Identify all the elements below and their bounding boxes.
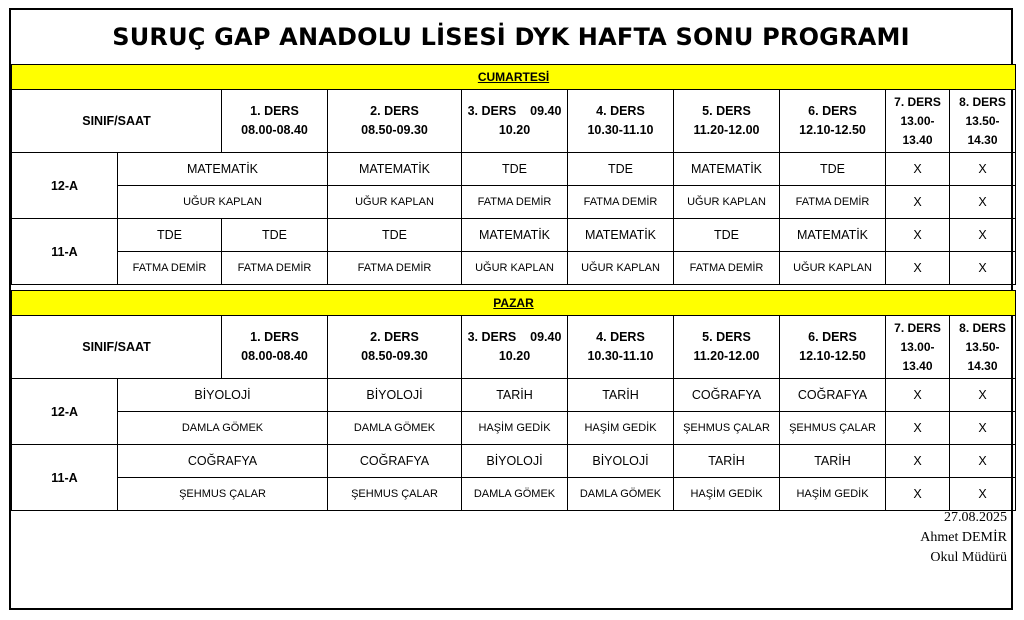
subject-cell: MATEMATİK [328,153,462,186]
subject-cell: MATEMATİK [462,219,568,252]
class-12a-subject-row [12,379,1016,412]
teacher-cell: DAMLA GÖMEK [462,478,568,511]
period-3-header: 3. DERS 09.40 10.20 [462,90,568,153]
period-2-header: 2. DERS 08.50-09.30 [328,90,462,153]
empty-slot: X [886,219,950,252]
subject-cell: TDE [118,219,222,252]
empty-slot: X [950,153,1016,186]
period-header-row [12,316,1016,379]
subject-cell: MATEMATİK [568,219,674,252]
empty-slot: X [886,445,950,478]
teacher-cell: DAMLA GÖMEK [118,412,328,445]
teacher-cell: UĞUR KAPLAN [568,252,674,285]
subject-cell: TDE [328,219,462,252]
empty-slot: X [950,186,1016,219]
empty-slot: X [950,478,1016,511]
subject-cell: MATEMATİK [118,153,328,186]
schedule-document [9,8,1013,610]
sunday-schedule-table [11,290,1016,511]
teacher-cell: HAŞİM GEDİK [674,478,780,511]
teacher-cell: UĞUR KAPLAN [328,186,462,219]
empty-slot: X [950,379,1016,412]
class-11a-subject-row [12,445,1016,478]
day-header: CUMARTESİ [12,65,1016,90]
document-title: SURUÇ GAP ANADOLU LİSESİ DYK HAFTA SONU PROGRAMI [112,23,910,51]
subject-cell: BİYOLOJİ [462,445,568,478]
empty-slot: X [950,445,1016,478]
period-6-header: 6. DERS 12.10-12.50 [780,90,886,153]
period-8-header: 8. DERS 13.50- 14.30 [950,90,1016,153]
empty-slot: X [886,478,950,511]
subject-cell: TARİH [568,379,674,412]
period-6-header: 6. DERS 12.10-12.50 [780,316,886,379]
signature-block [920,508,1007,568]
subject-cell: BİYOLOJİ [328,379,462,412]
class-11a-teacher-row [12,252,1016,285]
teacher-cell: HAŞİM GEDİK [780,478,886,511]
class-12a-teacher-row [12,186,1016,219]
subject-cell: TARİH [780,445,886,478]
teacher-cell: DAMLA GÖMEK [328,412,462,445]
teacher-cell: HAŞİM GEDİK [462,412,568,445]
period-1-header: 1. DERS 08.00-08.40 [222,90,328,153]
empty-slot: X [950,412,1016,445]
teacher-cell: UĞUR KAPLAN [780,252,886,285]
class-label: 11-A [12,219,118,285]
subject-cell: TDE [674,219,780,252]
teacher-cell: FATMA DEMİR [462,186,568,219]
teacher-cell: ŞEHMUS ÇALAR [328,478,462,511]
class-label: 11-A [12,445,118,511]
teacher-cell: FATMA DEMİR [328,252,462,285]
subject-cell: TARİH [462,379,568,412]
subject-cell: COĞRAFYA [674,379,780,412]
subject-cell: COĞRAFYA [118,445,328,478]
teacher-cell: FATMA DEMİR [674,252,780,285]
class-12a-teacher-row [12,412,1016,445]
period-8-header: 8. DERS 13.50- 14.30 [950,316,1016,379]
subject-cell: BİYOLOJİ [118,379,328,412]
teacher-cell: FATMA DEMİR [780,186,886,219]
class-11a-teacher-row [12,478,1016,511]
empty-slot: X [886,186,950,219]
period-4-header: 4. DERS 10.30-11.10 [568,90,674,153]
teacher-cell: DAMLA GÖMEK [568,478,674,511]
class-11a-subject-row [12,219,1016,252]
period-5-header: 5. DERS 11.20-12.00 [674,90,780,153]
period-header-row [12,90,1016,153]
subject-cell: COĞRAFYA [780,379,886,412]
subject-cell: TDE [462,153,568,186]
empty-slot: X [886,153,950,186]
period-7-header: 7. DERS 13.00- 13.40 [886,90,950,153]
class-label: 12-A [12,153,118,219]
class-label: 12-A [12,379,118,445]
signature-name: Ahmet DEMİR [920,530,1007,545]
signature-role: Okul Müdürü [930,550,1007,565]
subject-cell: MATEMATİK [674,153,780,186]
class-time-header: SINIF/SAAT [12,316,222,379]
subject-cell: MATEMATİK [780,219,886,252]
teacher-cell: ŞEHMUS ÇALAR [780,412,886,445]
subject-cell: TARİH [674,445,780,478]
period-3-header: 3. DERS 09.40 10.20 [462,316,568,379]
teacher-cell: UĞUR KAPLAN [674,186,780,219]
subject-cell: TDE [568,153,674,186]
class-time-header: SINIF/SAAT [12,90,222,153]
period-4-header: 4. DERS 10.30-11.10 [568,316,674,379]
teacher-cell: UĞUR KAPLAN [118,186,328,219]
saturday-schedule-table [11,64,1016,285]
teacher-cell: UĞUR KAPLAN [462,252,568,285]
subject-cell: COĞRAFYA [328,445,462,478]
empty-slot: X [886,379,950,412]
period-7-header: 7. DERS 13.00- 13.40 [886,316,950,379]
teacher-cell: HAŞİM GEDİK [568,412,674,445]
empty-slot: X [950,219,1016,252]
teacher-cell: ŞEHMUS ÇALAR [674,412,780,445]
subject-cell: TDE [780,153,886,186]
period-2-header: 2. DERS 08.50-09.30 [328,316,462,379]
empty-slot: X [886,252,950,285]
period-5-header: 5. DERS 11.20-12.00 [674,316,780,379]
signature-date: 27.08.2025 [944,510,1007,525]
subject-cell: TDE [222,219,328,252]
period-1-header: 1. DERS 08.00-08.40 [222,316,328,379]
subject-cell: BİYOLOJİ [568,445,674,478]
empty-slot: X [950,252,1016,285]
teacher-cell: FATMA DEMİR [222,252,328,285]
teacher-cell: FATMA DEMİR [568,186,674,219]
teacher-cell: FATMA DEMİR [118,252,222,285]
day-header: PAZAR [12,291,1016,316]
empty-slot: X [886,412,950,445]
class-12a-subject-row [12,153,1016,186]
teacher-cell: ŞEHMUS ÇALAR [118,478,328,511]
